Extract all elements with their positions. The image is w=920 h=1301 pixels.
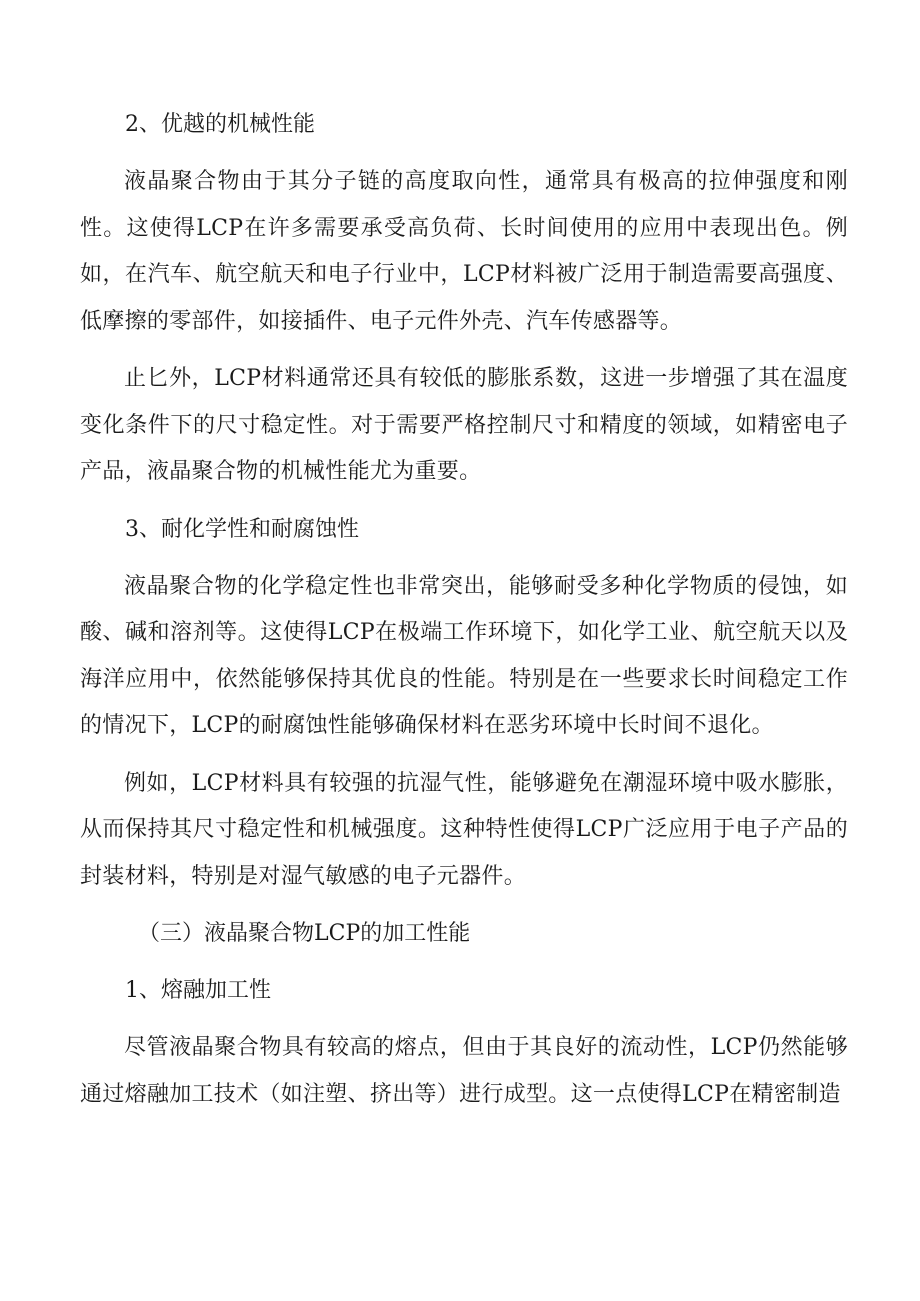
paragraph-mechanical-1: 液晶聚合物由于其分子链的高度取向性，通常具有极高的拉伸强度和刚性。这使得LCP在许多需要承受高负荷、长时间使用的应用中表现出色。例如，在汽车、航空航天和电子行业中，LCP材料被广泛用于制造需要高强度、低摩擦的零部件，如接插件、电子元件外壳、汽车传感器等。: [80, 169, 848, 334]
section-heading-melt: 1、熔融加工性: [125, 978, 271, 1003]
paragraph-chemical-2: 例如，LCP材料具有较强的抗湿气性，能够避免在潮湿环境中吸水膨胀，从而保持其尺寸稳定性和机械强度。这种特性使得LCP广泛应用于电子产品的封装材料，特别是对湿气敏感的电子元器件。: [80, 770, 848, 889]
chapter-heading-processing: （三）液晶聚合物LCP的加工性能: [138, 921, 471, 946]
section-heading-mechanical: 2、优越的机械性能: [125, 112, 315, 137]
section-heading-chemical: 3、耐化学性和耐腐蚀性: [125, 516, 359, 542]
paragraph-mechanical-2: 止匕外，LCP材料通常还具有较低的膨胀系数，这进一步增强了其在温度变化条件下的尺寸稳定性。对于需要严格控制尺寸和精度的领域，如精密电子产品，液晶聚合物的机械性能尤为重要。: [80, 366, 848, 484]
paragraph-melt-1: 尽管液晶聚合物具有较高的熔点，但由于其良好的流动性，LCP仍然能够通过熔融加工技术（如注塑、挤出等）进行成型。这一点使得LCP在精密制造: [80, 1035, 848, 1107]
paragraph-chemical-1: 液晶聚合物的化学稳定性也非常突出，能够耐受多种化学物质的侵蚀，如酸、碱和溶剂等。这使得LCP在极端工作环境下，如化学工业、航空航天以及海洋应用中，依然能够保持其优良的性能。特别是在一些要求长时间稳定工作的情况下，LCP的耐腐蚀性能够确保材料在恶劣环境中长时间不退化。: [80, 573, 848, 738]
